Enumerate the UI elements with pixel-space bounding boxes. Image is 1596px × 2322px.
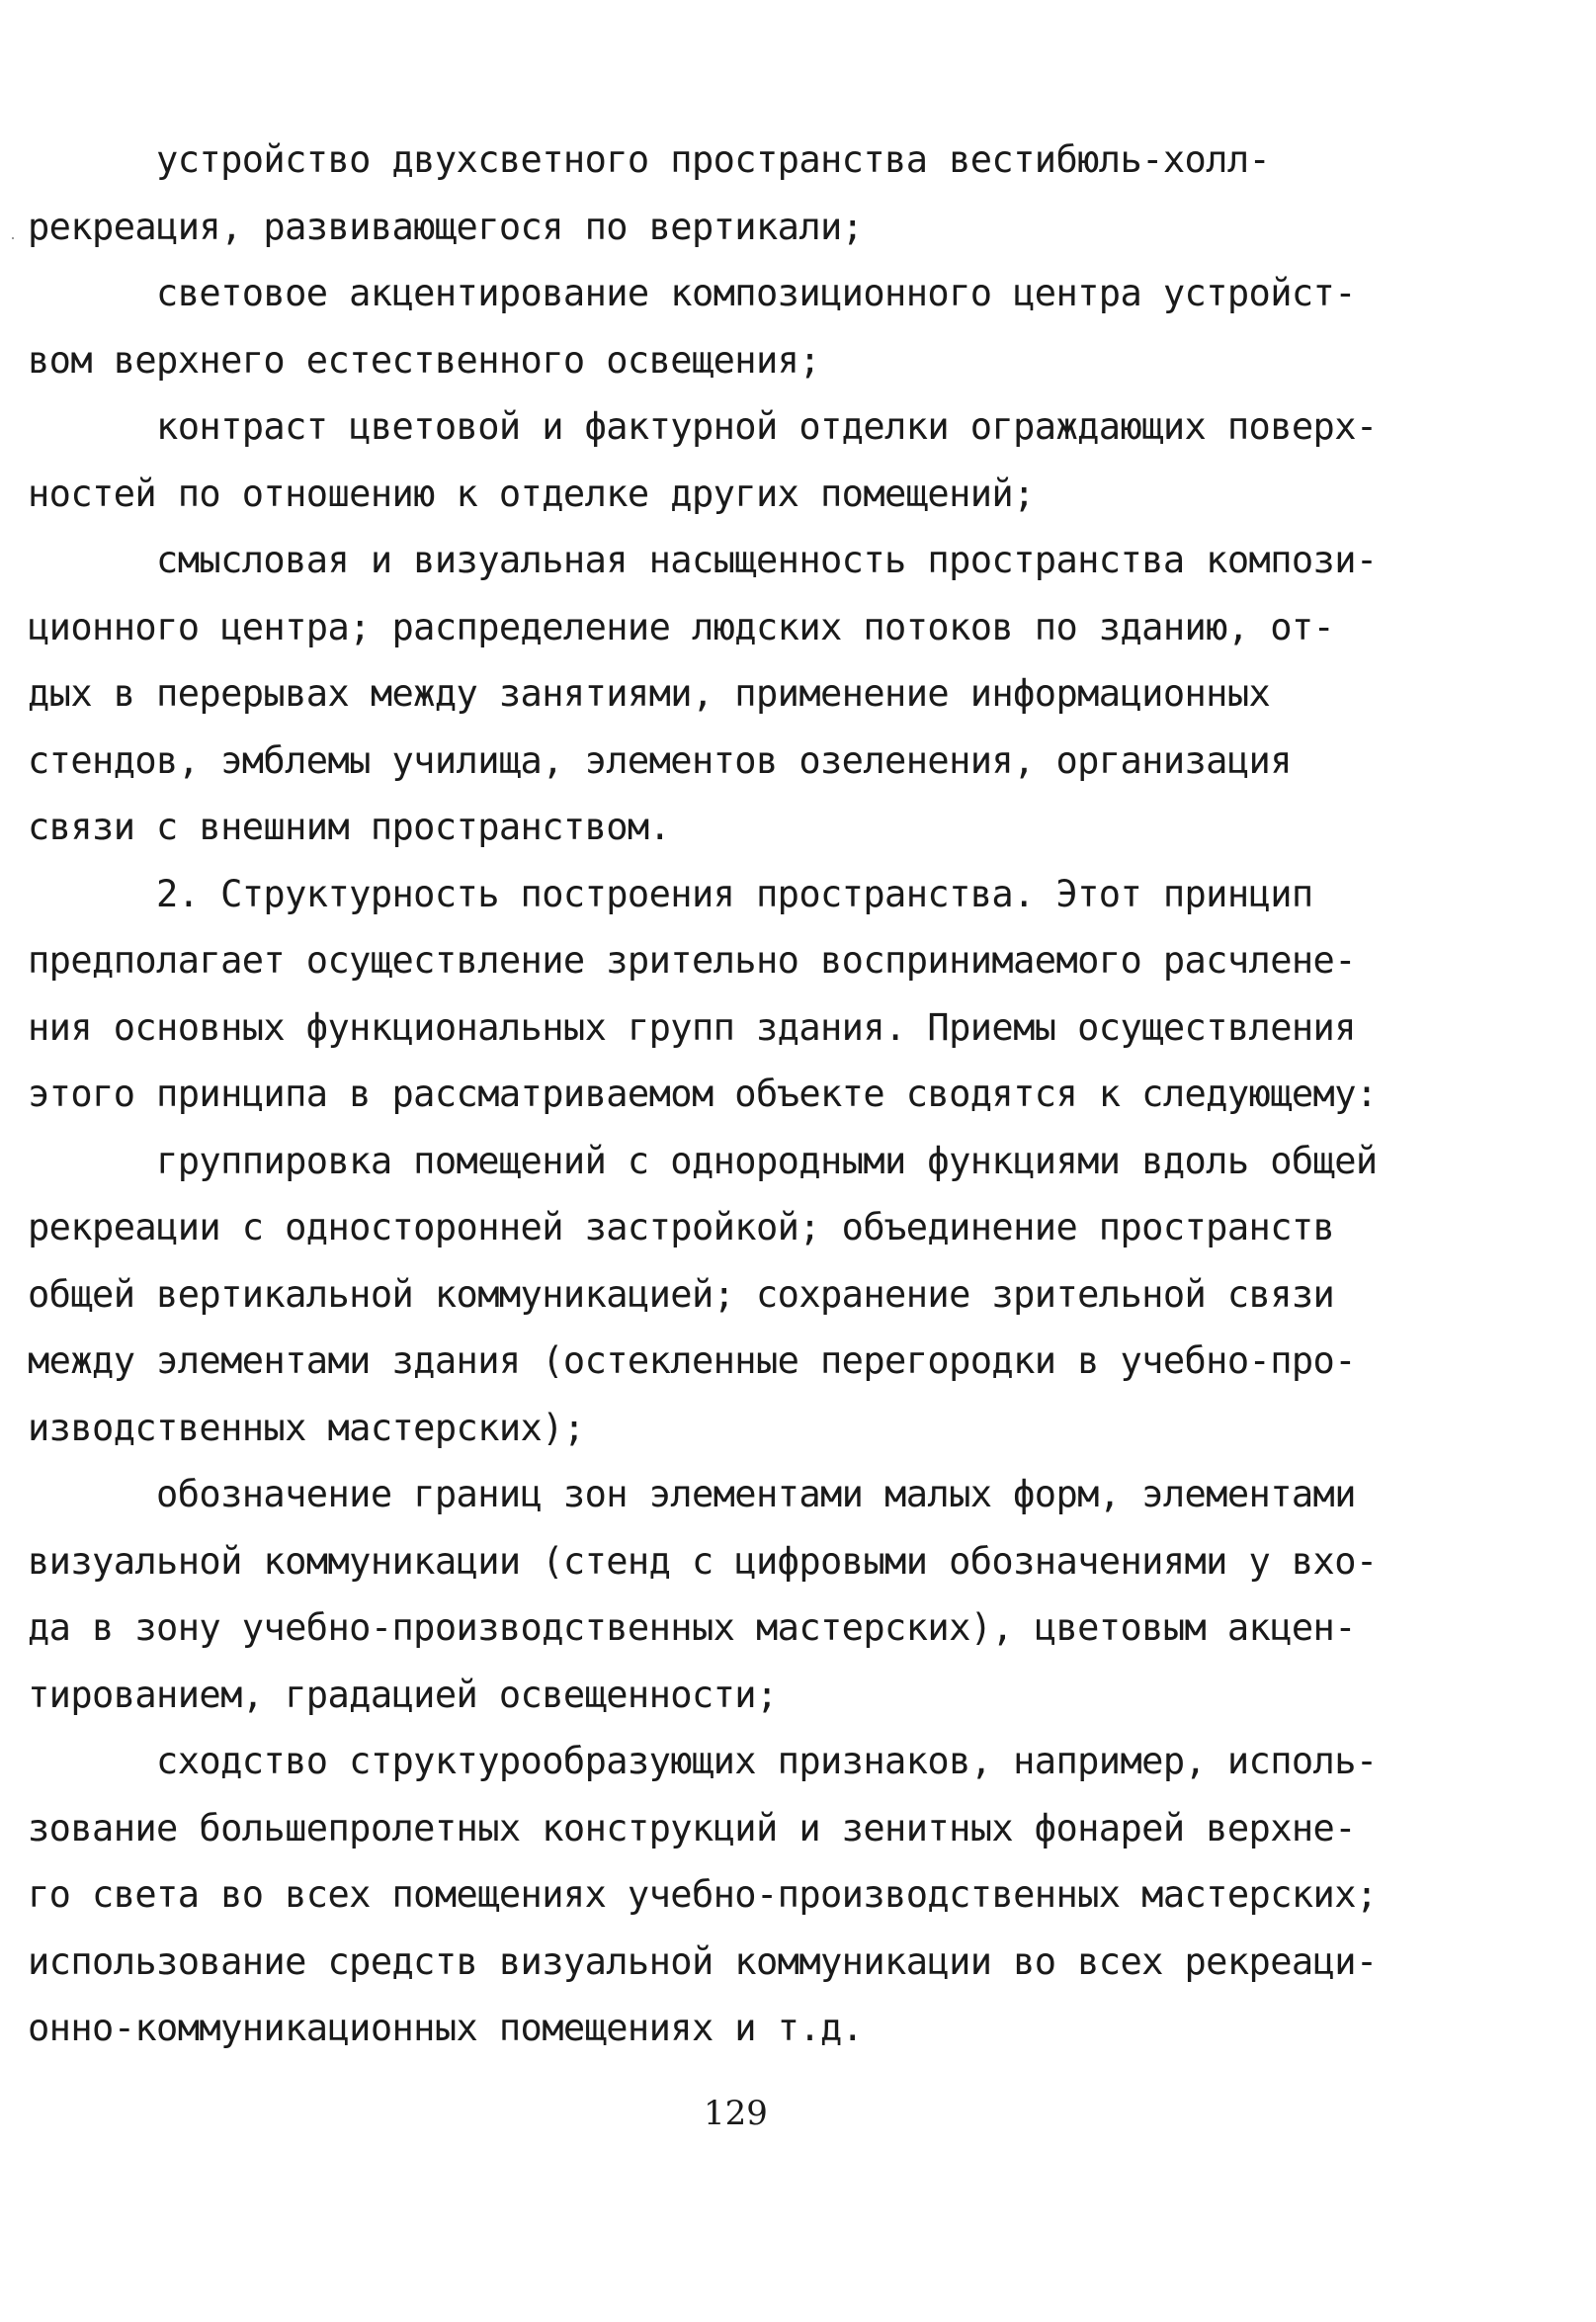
text-line: онно-коммуникационных помещениях и т.д. bbox=[28, 2007, 864, 2049]
text-line: ционного центра; распределение людских потоков по зданию, от- bbox=[28, 605, 1335, 648]
text-line: ния основных функциональных групп здания. Приемы осуществления bbox=[28, 1005, 1356, 1049]
text-line: контраст цветовой и фактурной отделки ограждающих поверх- bbox=[28, 405, 1378, 448]
text-line: рекреации с односторонней застройкой; объединение пространств bbox=[28, 1206, 1335, 1248]
text-line: группировка помещений с однородными функциями вдоль общей bbox=[28, 1139, 1378, 1182]
text-line: стендов, эмблемы училища, элементов озеленения, организация bbox=[28, 738, 1292, 782]
text-line: предполагает осуществление зрительно воспринимаемого расчлене- bbox=[28, 939, 1356, 982]
text-line: устройство двухсветного пространства вестибюль-холл- bbox=[28, 138, 1271, 181]
text-line: визуальной коммуникации (стенд с цифровыми обозначениями у вхо- bbox=[28, 1539, 1378, 1583]
text-line: связи с внешним пространством. bbox=[28, 806, 671, 848]
text-line: го света во всех помещениях учебно-производственных мастерских; bbox=[28, 1873, 1378, 1916]
body-text bbox=[28, 127, 1378, 2062]
text-line: этого принципа в рассматриваемом объекте сводятся к следующему: bbox=[28, 1073, 1378, 1115]
text-line: тированием, градацией освещенности; bbox=[28, 1673, 778, 1716]
text-line: да в зону учебно-производственных мастерских), цветовым акцен- bbox=[28, 1606, 1356, 1649]
page-number: 129 bbox=[704, 2094, 768, 2133]
text-line: 2. Структурность построения пространства. Этот принцип bbox=[28, 872, 1313, 915]
text-line: сходство структурообразующих признаков, например, исполь- bbox=[28, 1740, 1378, 1782]
text-line: ностей по отношению к отделке других помещений; bbox=[28, 472, 1035, 515]
text-line: смысловая и визуальная насыщенность пространства компози- bbox=[28, 539, 1378, 581]
text-line: зование большепролетных конструкций и зенитных фонарей верхне- bbox=[28, 1806, 1356, 1849]
text-line: между элементами здания (остекленные перегородки в учебно-про- bbox=[28, 1339, 1356, 1382]
text-line: использование средств визуальной коммуникации во всех рекреаци- bbox=[28, 1939, 1378, 1983]
text-line: дых в перерывах между занятиями, применение информационных bbox=[28, 672, 1271, 715]
text-line: рекреация, развивающегося по вертикали; bbox=[28, 205, 864, 248]
text-line: вом верхнего естественного освещения; bbox=[28, 338, 821, 382]
text-line: световое акцентирование композиционного центра устройст- bbox=[28, 272, 1356, 314]
text-line: общей вертикальной коммуникацией; сохранение зрительной связи bbox=[28, 1272, 1335, 1316]
text-line: изводственных мастерских); bbox=[28, 1406, 585, 1449]
scan-speck bbox=[12, 237, 14, 239]
text-line: обозначение границ зон элементами малых форм, элементами bbox=[28, 1473, 1356, 1515]
